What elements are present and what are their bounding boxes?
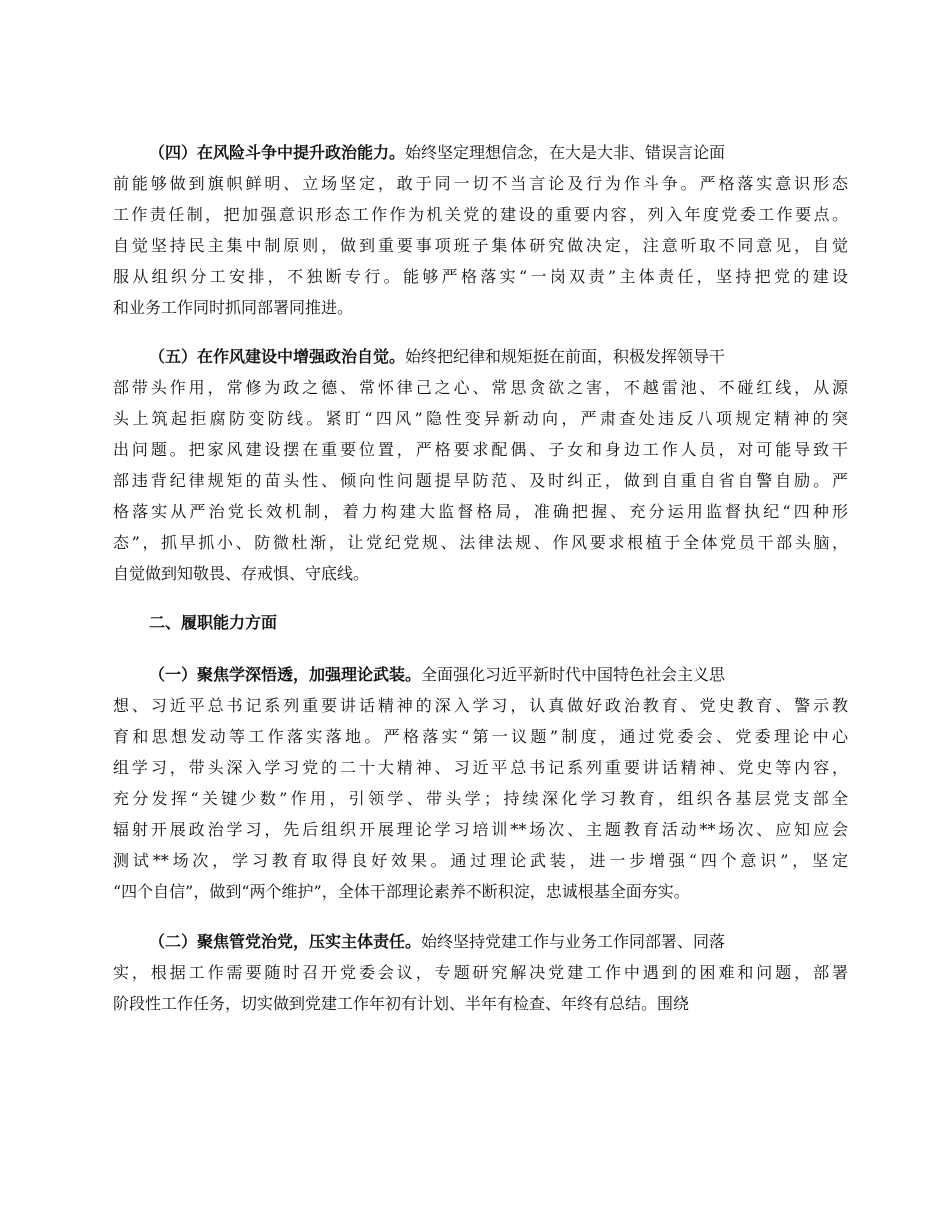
paragraph-line: 实，根据工作需要随时召开党委会议，专题研究解决党建工作中遇到的困难和问题，部署	[113, 963, 848, 982]
paragraph-first-line	[113, 137, 848, 168]
paragraph-theory-study	[113, 659, 848, 907]
paragraph-heading: （四）在风险斗争中提升政治能力。	[149, 143, 406, 162]
paragraph-text: 始终坚持党建工作与业务工作同部署、同落	[421, 932, 726, 951]
paragraph-line: 部带头作用，常修为政之德、常怀律己之心、常思贪欲之害，不越雷池、不碰红线，从源	[113, 378, 848, 397]
paragraph-line: 自觉做到知敬畏、存戒惧、守底线。	[113, 564, 370, 583]
paragraph-line: 自觉坚持民主集中制原则，做到重要事项班子集体研究做决定，注意听取不同意见，自觉	[113, 236, 848, 255]
paragraph-first-line	[113, 659, 848, 690]
paragraph-first-line	[113, 926, 848, 957]
paragraph-text: 始终把纪律和规矩挺在前面，积极发挥领导干	[405, 347, 726, 366]
paragraph-line: 组学习，带头深入学习党的二十大精神、习近平总书记系列重要讲话精神、党史等内容，	[113, 758, 848, 777]
paragraph-heading: （五）在作风建设中增强政治自觉。	[149, 347, 406, 366]
paragraph-line: 充分发挥“关键少数”作用，引领学、带头学；持续深化学习教育，组织各基层党支部全	[113, 789, 848, 808]
paragraph-line: 格落实从严治党长效机制，着力构建大监督格局，准确把握、充分运用监督执纪“四种形	[113, 502, 848, 521]
paragraph-line: 辐射开展政治学习，先后组织开展理论学习培训**场次、主题教育活动**场次、应知应会	[113, 820, 848, 839]
paragraph-party-governance	[113, 926, 848, 1019]
paragraph-line: 想、习近平总书记系列重要讲话精神的深入学习，认真做好政治教育、党史教育、警示教	[113, 696, 848, 715]
paragraph-line: 和业务工作同时抓同部署同推进。	[113, 298, 354, 317]
section-heading-duty-ability	[113, 607, 848, 638]
paragraph-first-line	[113, 341, 848, 372]
paragraph-line: 部违背纪律规矩的苗头性、倾向性问题提早防范、及时纠正，做到自重自省自警自励。严	[113, 471, 848, 490]
paragraph-heading: （二）聚焦管党治党，压实主体责任。	[149, 932, 422, 951]
paragraph-line: 育和思想发动等工作落实落地。严格落实“第一议题”制度，通过党委会、党委理论中心	[113, 727, 848, 746]
paragraph-line: 态”，抓早抓小、防微杜渐，让党纪党规、法律法规、作风要求根植于全体党员干部头脑，	[113, 533, 848, 552]
paragraph-line: 前能够做到旗帜鲜明、立场坚定，敢于同一切不当言论及行为作斗争。严格落实意识形态	[113, 174, 848, 193]
paragraph-line: 出问题。把家风建设摆在重要位置，严格要求配偶、子女和身边工作人员，对可能导致干	[113, 440, 848, 459]
paragraph-line: 工作责任制，把加强意识形态工作作为机关党的建设的重要内容，列入年度党委工作要点。	[113, 205, 848, 224]
paragraph-work-style	[113, 341, 848, 589]
paragraph-line: 阶段性工作任务，切实做到党建工作年初有计划、半年有检查、年终有总结。围绕	[113, 994, 690, 1013]
section-title: 二、履职能力方面	[149, 613, 278, 632]
paragraph-line: 头上筑起拒腐防变防线。紧盯“四风”隐性变异新动向，严肃查处违反八项规定精神的突	[113, 409, 848, 428]
paragraph-line: 测试**场次，学习教育取得良好效果。通过理论武装，进一步增强“四个意识”，坚定	[113, 851, 848, 870]
paragraph-line: 服从组织分工安排，不独断专行。能够严格落实“一岗双责”主体责任，坚持把党的建设	[113, 267, 848, 286]
paragraph-text: 始终坚定理想信念，在大是大非、错误言论面	[405, 143, 726, 162]
paragraph-heading: （一）聚焦学深悟透，加强理论武装。	[149, 665, 422, 684]
paragraph-line: “四个自信”，做到“两个维护”，全体干部理论素养不断积淀，忠诚根基全面夯实。	[113, 882, 690, 901]
paragraph-political-ability	[113, 137, 848, 323]
paragraph-text: 全面强化习近平新时代中国特色社会主义思	[421, 665, 726, 684]
